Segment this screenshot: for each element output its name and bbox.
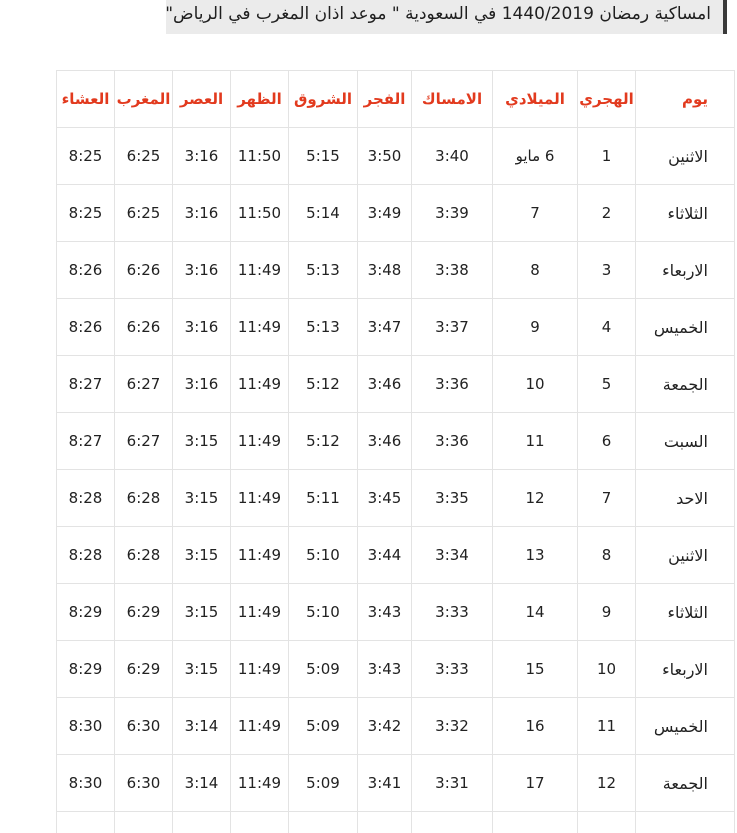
cell-fajr: 3:48	[358, 242, 412, 299]
cell-day: الاحد	[636, 470, 735, 527]
cell-day: الجمعة	[636, 755, 735, 812]
header-dhuhr: الظهر	[231, 71, 289, 128]
cell-dhuhr: 11:49	[231, 413, 289, 470]
cell-isha: 8:29	[57, 641, 115, 698]
cell-gregorian: 15	[493, 641, 578, 698]
cell-gregorian	[493, 812, 578, 833]
cell-day: الاثنين	[636, 128, 735, 185]
cell-asr: 3:15	[173, 527, 231, 584]
cell-sunrise: 5:12	[289, 413, 358, 470]
cell-imsak: 3:35	[412, 470, 493, 527]
cell-hijri: 9	[578, 584, 636, 641]
header-isha: العشاء	[57, 71, 115, 128]
cell-imsak: 3:33	[412, 584, 493, 641]
cell-isha: 8:28	[57, 527, 115, 584]
cell-dhuhr: 11:50	[231, 185, 289, 242]
cell-fajr: 3:41	[358, 755, 412, 812]
cell-day: الخميس	[636, 299, 735, 356]
cell-maghrib: 6:26	[115, 299, 173, 356]
cell-imsak: 3:33	[412, 641, 493, 698]
cell-gregorian: 17	[493, 755, 578, 812]
cell-hijri: 8	[578, 527, 636, 584]
cell-sunrise	[289, 812, 358, 833]
cell-imsak: 3:40	[412, 128, 493, 185]
cell-day: الاربعاء	[636, 242, 735, 299]
cell-hijri: 1	[578, 128, 636, 185]
imsakiya-table	[56, 70, 735, 833]
cell-fajr: 3:43	[358, 641, 412, 698]
title-banner	[166, 0, 727, 34]
cell-isha: 8:28	[57, 470, 115, 527]
table-row	[57, 185, 735, 242]
cell-hijri	[578, 812, 636, 833]
cell-gregorian: 16	[493, 698, 578, 755]
cell-fajr: 3:45	[358, 470, 412, 527]
cell-dhuhr: 11:49	[231, 527, 289, 584]
cell-dhuhr: 11:49	[231, 641, 289, 698]
cell-isha	[57, 812, 115, 833]
cell-sunrise: 5:09	[289, 698, 358, 755]
cell-gregorian: 13	[493, 527, 578, 584]
cell-fajr: 3:43	[358, 584, 412, 641]
cell-asr: 3:16	[173, 185, 231, 242]
cell-asr	[173, 812, 231, 833]
cell-maghrib: 6:25	[115, 185, 173, 242]
cell-isha: 8:30	[57, 698, 115, 755]
cell-gregorian: 9	[493, 299, 578, 356]
cell-fajr: 3:46	[358, 356, 412, 413]
cell-sunrise: 5:13	[289, 299, 358, 356]
table-row	[57, 128, 735, 185]
table-body	[57, 128, 735, 833]
table-row	[57, 812, 735, 833]
cell-imsak: 3:36	[412, 413, 493, 470]
cell-fajr: 3:46	[358, 413, 412, 470]
cell-day: الثلاثاء	[636, 584, 735, 641]
table-row	[57, 242, 735, 299]
cell-dhuhr: 11:49	[231, 755, 289, 812]
cell-gregorian: 14	[493, 584, 578, 641]
table-row	[57, 299, 735, 356]
header-fajr: الفجر	[358, 71, 412, 128]
cell-dhuhr: 11:50	[231, 128, 289, 185]
header-row	[57, 71, 735, 128]
cell-fajr: 3:42	[358, 698, 412, 755]
cell-maghrib: 6:25	[115, 128, 173, 185]
cell-isha: 8:25	[57, 128, 115, 185]
cell-dhuhr: 11:49	[231, 470, 289, 527]
cell-dhuhr: 11:49	[231, 698, 289, 755]
page-title: امساكية رمضان 1440/2019 في السعودية " موعد اذان المغرب في الرياض"	[165, 4, 711, 24]
cell-imsak	[412, 812, 493, 833]
header-sunrise: الشروق	[289, 71, 358, 128]
cell-asr: 3:15	[173, 470, 231, 527]
cell-dhuhr: 11:49	[231, 584, 289, 641]
cell-fajr: 3:49	[358, 185, 412, 242]
cell-dhuhr: 11:49	[231, 299, 289, 356]
cell-fajr: 3:50	[358, 128, 412, 185]
cell-maghrib	[115, 812, 173, 833]
table-row	[57, 584, 735, 641]
cell-day: الاثنين	[636, 527, 735, 584]
cell-hijri: 5	[578, 356, 636, 413]
table-row	[57, 527, 735, 584]
cell-day: الجمعة	[636, 356, 735, 413]
cell-sunrise: 5:09	[289, 641, 358, 698]
cell-hijri: 2	[578, 185, 636, 242]
cell-gregorian: 6 مايو	[493, 128, 578, 185]
cell-fajr: 3:47	[358, 299, 412, 356]
cell-isha: 8:26	[57, 242, 115, 299]
cell-asr: 3:15	[173, 641, 231, 698]
cell-sunrise: 5:15	[289, 128, 358, 185]
cell-maghrib: 6:29	[115, 641, 173, 698]
cell-asr: 3:16	[173, 242, 231, 299]
cell-maghrib: 6:27	[115, 413, 173, 470]
cell-day	[636, 812, 735, 833]
cell-maghrib: 6:30	[115, 755, 173, 812]
cell-asr: 3:16	[173, 128, 231, 185]
table-viewport[interactable]	[32, 70, 737, 833]
cell-asr: 3:16	[173, 299, 231, 356]
cell-isha: 8:25	[57, 185, 115, 242]
cell-maghrib: 6:30	[115, 698, 173, 755]
cell-gregorian: 11	[493, 413, 578, 470]
cell-isha: 8:27	[57, 356, 115, 413]
table-row	[57, 755, 735, 812]
cell-fajr: 3:44	[358, 527, 412, 584]
header-day: يوم	[636, 71, 735, 128]
cell-maghrib: 6:27	[115, 356, 173, 413]
cell-imsak: 3:34	[412, 527, 493, 584]
cell-gregorian: 10	[493, 356, 578, 413]
cell-asr: 3:14	[173, 755, 231, 812]
cell-isha: 8:29	[57, 584, 115, 641]
cell-gregorian: 12	[493, 470, 578, 527]
cell-gregorian: 8	[493, 242, 578, 299]
cell-sunrise: 5:13	[289, 242, 358, 299]
cell-imsak: 3:38	[412, 242, 493, 299]
cell-asr: 3:16	[173, 356, 231, 413]
header-asr: العصر	[173, 71, 231, 128]
cell-hijri: 10	[578, 641, 636, 698]
cell-hijri: 3	[578, 242, 636, 299]
table-row	[57, 356, 735, 413]
cell-hijri: 11	[578, 698, 636, 755]
header-maghrib: المغرب	[115, 71, 173, 128]
table-row	[57, 641, 735, 698]
cell-sunrise: 5:14	[289, 185, 358, 242]
cell-hijri: 6	[578, 413, 636, 470]
cell-maghrib: 6:28	[115, 470, 173, 527]
cell-gregorian: 7	[493, 185, 578, 242]
cell-day: السبت	[636, 413, 735, 470]
header-hijri: الهجري	[578, 71, 636, 128]
cell-hijri: 4	[578, 299, 636, 356]
header-gregorian: الميلادي	[493, 71, 578, 128]
cell-day: الخميس	[636, 698, 735, 755]
cell-dhuhr: 11:49	[231, 242, 289, 299]
cell-isha: 8:27	[57, 413, 115, 470]
cell-isha: 8:30	[57, 755, 115, 812]
cell-sunrise: 5:09	[289, 755, 358, 812]
cell-maghrib: 6:28	[115, 527, 173, 584]
cell-asr: 3:14	[173, 698, 231, 755]
cell-maghrib: 6:26	[115, 242, 173, 299]
cell-sunrise: 5:10	[289, 527, 358, 584]
cell-asr: 3:15	[173, 413, 231, 470]
cell-dhuhr	[231, 812, 289, 833]
table-row	[57, 413, 735, 470]
cell-dhuhr: 11:49	[231, 356, 289, 413]
cell-maghrib: 6:29	[115, 584, 173, 641]
cell-imsak: 3:31	[412, 755, 493, 812]
cell-sunrise: 5:11	[289, 470, 358, 527]
cell-imsak: 3:36	[412, 356, 493, 413]
header-imsak: الامساك	[412, 71, 493, 128]
cell-fajr	[358, 812, 412, 833]
cell-isha: 8:26	[57, 299, 115, 356]
cell-day: الاربعاء	[636, 641, 735, 698]
table-row	[57, 698, 735, 755]
cell-imsak: 3:39	[412, 185, 493, 242]
cell-sunrise: 5:10	[289, 584, 358, 641]
cell-asr: 3:15	[173, 584, 231, 641]
cell-imsak: 3:32	[412, 698, 493, 755]
cell-day: الثلاثاء	[636, 185, 735, 242]
cell-hijri: 7	[578, 470, 636, 527]
cell-hijri: 12	[578, 755, 636, 812]
table-row	[57, 470, 735, 527]
cell-imsak: 3:37	[412, 299, 493, 356]
cell-sunrise: 5:12	[289, 356, 358, 413]
